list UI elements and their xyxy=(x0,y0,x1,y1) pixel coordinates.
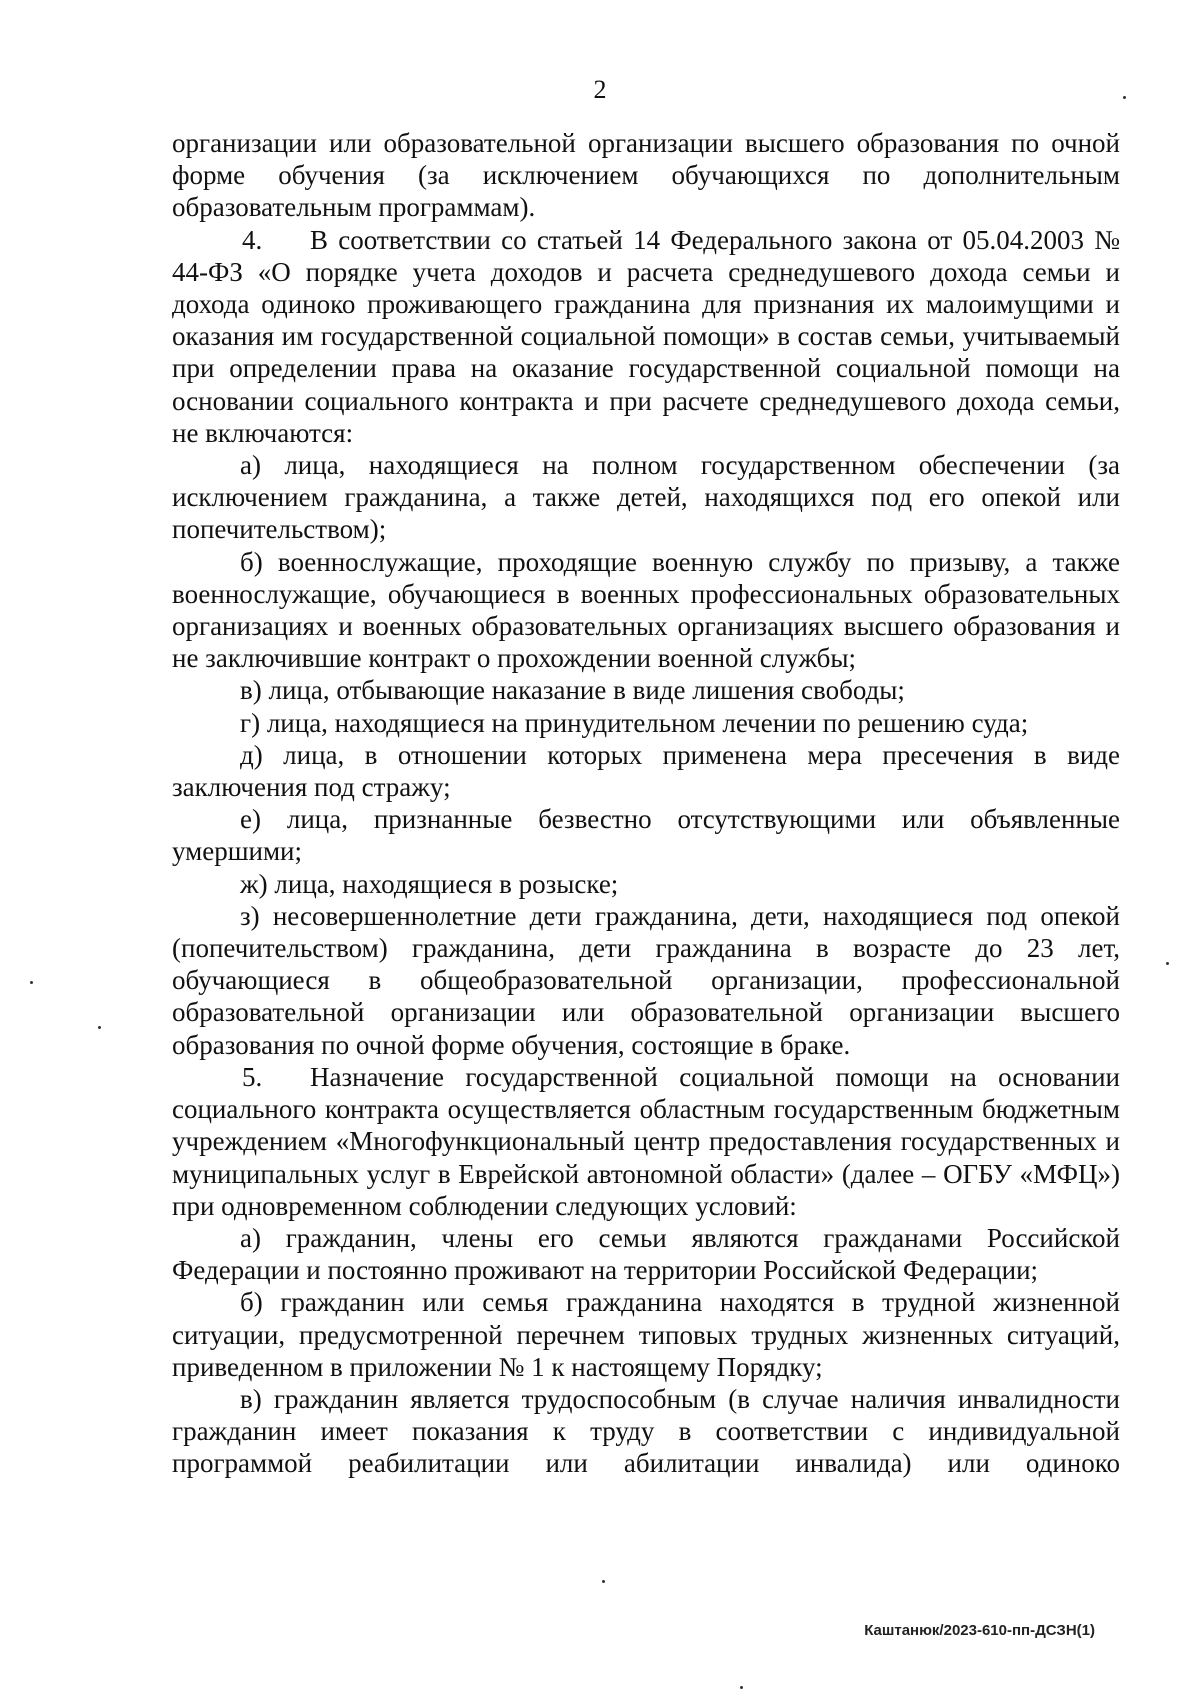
condition-v: в) гражданин является трудоспособным (в случае наличия инвалидности гражданин имеет показания к труду в соответствии с индивидуальной программой реабилитации или абилитации инвалида) или одиноко xyxy=(172,1383,1120,1479)
paragraph-item-4-text: В соответствии со статьей 14 Федерального закона от 05.04.2003 № 44-ФЗ «О порядке учета доходов и расчета среднедушевого дохода семьи и дохода одиноко проживающего гражданина для признания их малоимущими и оказания им государственной социальной помощи» в состав семьи, учитываемый при определении права на оказание государственной социальной помощи на основании социального контракта и при расчете среднедушевого дохода семьи, не включаются: xyxy=(172,224,1120,448)
document-reference-code: Каштанюк/2023-610-пп-ДСЗН(1) xyxy=(864,1622,1095,1639)
paragraph-item-5 xyxy=(172,1061,1120,1222)
subitem-e: е) лица, признанные безвестно отсутствующими или объявленные умершими; xyxy=(172,804,1120,867)
scan-speck xyxy=(740,1686,743,1689)
subitem-v: в) лица, отбывающие наказание в виде лишения свободы; xyxy=(240,675,905,706)
subitem-zh: ж) лица, находящиеся в розыске; xyxy=(240,868,619,899)
scan-speck xyxy=(1123,96,1126,99)
scan-speck xyxy=(30,981,33,984)
subitem-d: д) лица, в отношении которых применена мера пресечения в виде заключения под стражу; xyxy=(172,739,1120,803)
condition-a: а) гражданин, члены его семьи являются гражданами Российской Федерации и постоянно проживают на территории Российской Федерации; xyxy=(172,1222,1120,1286)
condition-b: б) гражданин или семья гражданина находятся в трудной жизненной ситуации, предусмотренной перечнем типовых трудных жизненных ситуаций, приведенном в приложении № 1 к настоящему Порядку; xyxy=(172,1287,1120,1382)
scan-speck xyxy=(602,1580,605,1583)
document-body xyxy=(172,127,1120,1480)
subitem-g: г) лица, находящиеся на принудительном лечении по решению суда; xyxy=(240,707,1029,738)
paragraph-item-4 xyxy=(172,224,1120,449)
scan-speck xyxy=(98,1026,101,1029)
item-number-4: 4. xyxy=(242,224,263,255)
subitem-b: б) военнослужащие, проходящие военную службу по призыву, а также военнослужащие, обучающиеся в военных профессиональных образовательных организациях и военных образовательных организациях высшего образования и не заключившие контракт о прохождении военной службы; xyxy=(172,546,1120,674)
page-number: 2 xyxy=(593,75,607,104)
scan-speck xyxy=(1166,962,1169,965)
paragraph-continuation: организации или образовательной организации высшего образования по очной форме обучения (за исключением обучающихся по дополнительным образовательным программам). xyxy=(172,128,1120,223)
subitem-a: а) лица, находящиеся на полном государственном обеспечении (за исключением гражданина, а также детей, находящихся под его опекой или попечительством); xyxy=(172,450,1120,545)
item-number-5: 5. xyxy=(242,1061,263,1092)
subitem-z: з) несовершеннолетние дети гражданина, дети, находящиеся под опекой (попечительством) гражданина, дети гражданина в возрасте до 23 лет, обучающиеся в общеобразовательной организации, профессиональной образовательной организации или образовательной организации высшего образования по очной форме обучения, состоящие в браке. xyxy=(172,900,1120,1060)
paragraph-item-5-text: Назначение государственной социальной помощи на основании социального контракта осуществляется областным государственным бюджетным учреждением «Многофункциональный центр предоставления государственных и муниципальных услуг в Еврейской автономной области» (далее – ОГБУ «МФЦ») при одновременном соблюдении следующих условий: xyxy=(172,1061,1120,1221)
